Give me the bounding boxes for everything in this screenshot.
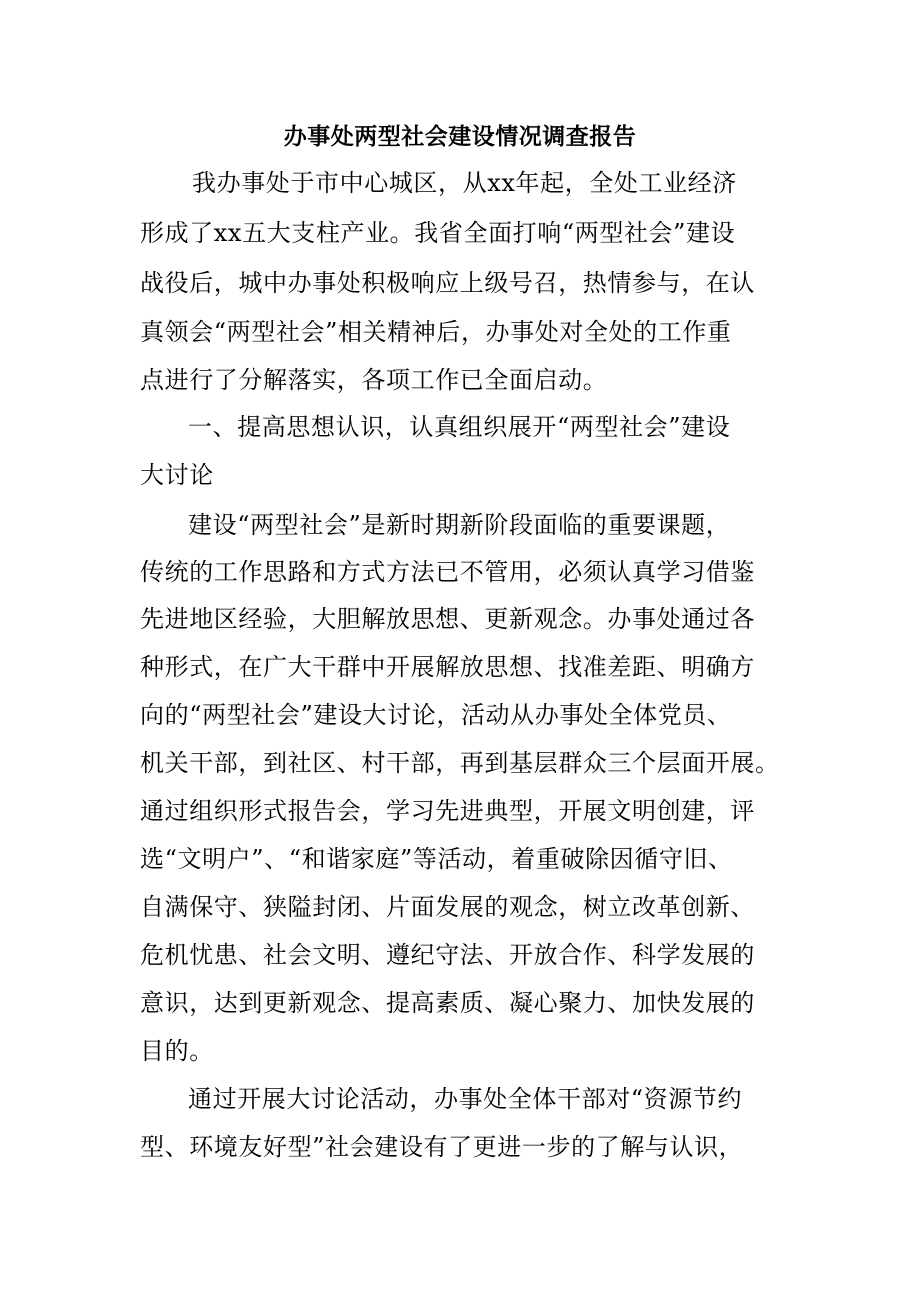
paragraph-line: 传统的工作思路和方式方法已不管用，必须认真学习借鉴 — [140, 558, 755, 586]
paragraph-line: 目的。 — [140, 1037, 214, 1065]
paragraph-line: 意识，达到更新观念、提高素质、凝心聚力、加快发展的 — [140, 989, 755, 1017]
paragraph-line: 机关干部，到社区、村干部，再到基层群众三个层面开展。 — [140, 749, 780, 777]
paragraph-line: 建设“两型社会”是新时期新阶段面临的重要课题， — [188, 511, 731, 539]
paragraph-line: 真领会“两型社会”相关精神后，办事处对全处的工作重 — [140, 318, 732, 346]
paragraph-line: 先进地区经验，大胆解放思想、更新观念。办事处通过各 — [140, 605, 755, 633]
paragraph-line: 我办事处于市中心城区，从xx年起，全处工业经济 — [192, 169, 737, 197]
paragraph-line: 战役后，城中办事处积极响应上级号召，热情参与，在认 — [140, 269, 755, 297]
paragraph-line: 种形式，在广大干群中开展解放思想、找准差距、明确方 — [140, 653, 755, 681]
paragraph-line: 形成了xx五大支柱产业。我省全面打响“两型社会”建设 — [140, 219, 736, 247]
section-heading-line: 大讨论 — [140, 461, 214, 489]
paragraph-line: 危机忧患、社会文明、遵纪守法、开放合作、科学发展的 — [140, 941, 755, 969]
section-heading-line: 一、提高思想认识，认真组织展开“两型社会”建设 — [188, 413, 731, 441]
document-title: 办事处两型社会建设情况调查报告 — [283, 123, 637, 150]
paragraph-line: 通过开展大讨论活动，办事处全体干部对“资源节约 — [188, 1085, 743, 1113]
paragraph-line: 型、环境友好型”社会建设有了更进一步的了解与认识， — [140, 1133, 744, 1161]
paragraph-line: 点进行了分解落实，各项工作已全面启动。 — [140, 366, 608, 394]
paragraph-line: 选“文明户”、“和谐家庭”等活动，着重破除因循守旧、 — [140, 845, 733, 873]
paragraph-line: 自满保守、狭隘封闭、片面发展的观念，树立改革创新、 — [140, 893, 755, 921]
paragraph-line: 向的“两型社会”建设大讨论，活动从办事处全体党员、 — [140, 701, 732, 729]
paragraph-line: 通过组织形式报告会，学习先进典型，开展文明创建，评 — [140, 797, 755, 825]
